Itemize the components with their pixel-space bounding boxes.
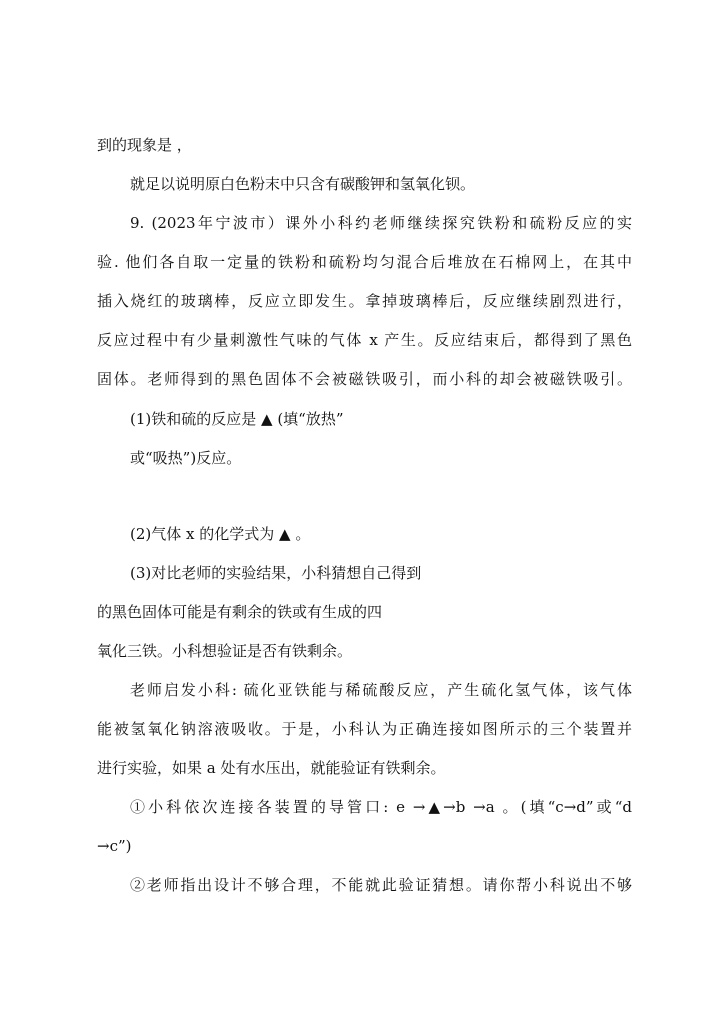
text-line: 固体。老师得到的黑色固体不会被磁铁吸引，而小科的却会被磁铁吸引。: [97, 370, 632, 388]
text-line: 就足以说明原白色粉末中只含有碳酸钾和氢氧化钡。: [130, 175, 476, 193]
text-line: 到的现象是 ，: [97, 136, 192, 154]
sub-question-3-1: ①小科依次连接各装置的导管口: e →▲→b →a 。(填“c→d”或“d: [130, 798, 632, 816]
text-line: 的黑色固体可能是有剩余的铁或有生成的四: [97, 603, 383, 621]
sub-question-3-2: ②老师指出设计不够合理，不能就此验证猜想。请你帮小科说出不够: [130, 876, 632, 894]
text-line: 或“吸热”)反应。: [130, 449, 242, 467]
text-line: 验. 他们各自取一定量的铁粉和硫粉均匀混合后堆放在石棉网上，在其中: [97, 253, 632, 271]
sub-question-1: (1)铁和硫的反应是 ▲ (填“放热”: [130, 410, 344, 428]
question-9-header: 9. (2023年宁波市）课外小科约老师继续探究铁粉和硫粉反应的实: [130, 214, 632, 232]
sub-question-2: (2)气体 x 的化学式为 ▲ 。: [130, 525, 311, 543]
sub-question-3: (3)对比老师的实验结果，小科猜想自己得到: [130, 564, 422, 582]
text-line: 能被氢氧化钠溶液吸收。于是，小科认为正确连接如图所示的三个装置并: [97, 720, 632, 738]
text-line: 插入烧红的玻璃棒，反应立即发生。拿掉玻璃棒后，反应继续剧烈进行，: [97, 292, 632, 310]
text-line: →c”): [97, 837, 132, 855]
text-line: 氧化三铁。小科想验证是否有铁剩余。: [97, 642, 353, 660]
text-line: 反应过程中有少量刺激性气味的气体 x 产生。反应结束后，都得到了黑色: [97, 331, 632, 349]
text-line: 老师启发小科: 硫化亚铁能与稀硫酸反应，产生硫化氢气体，该气体: [130, 681, 632, 699]
text-line: 进行实验，如果 a 处有水压出，就能验证有铁剩余。: [97, 759, 446, 777]
